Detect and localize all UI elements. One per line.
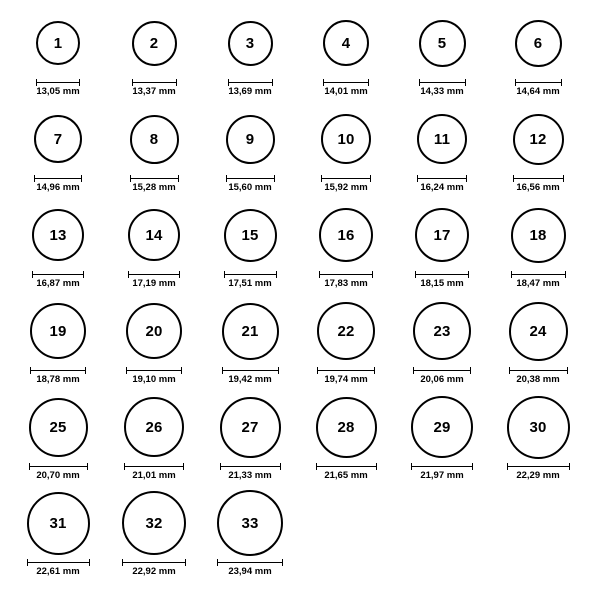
ring-diameter-label: 18,78 mm (36, 374, 80, 385)
measure-caliper-icon (220, 463, 281, 470)
ring-size-number: 15 (241, 226, 259, 244)
ring-diameter-label: 16,24 mm (420, 182, 464, 193)
ring-circle (128, 209, 180, 261)
ring-size-number: 11 (433, 130, 451, 148)
ring-circle (122, 491, 186, 555)
ring-size-number: 13 (49, 226, 67, 244)
ring-circle (29, 398, 88, 457)
measure-line (511, 274, 566, 275)
ring-circle-wrapper (220, 392, 281, 462)
ring-diameter-label: 20,70 mm (36, 470, 80, 481)
ring-diameter-measure (323, 79, 369, 97)
ring-circle (316, 397, 377, 458)
ring-circle (222, 303, 279, 360)
ring-size-cell (106, 392, 202, 481)
ring-circle-wrapper (224, 200, 277, 270)
ring-diameter-measure (507, 463, 570, 481)
measure-caliper-icon (124, 463, 184, 470)
ring-size-number: 6 (533, 34, 543, 52)
ring-circle-wrapper (319, 200, 373, 270)
ring-size-cell (106, 8, 202, 97)
ring-circle-wrapper (228, 8, 273, 78)
ring-diameter-label: 17,51 mm (228, 278, 272, 289)
measure-caliper-icon (316, 463, 377, 470)
measure-caliper-icon (34, 175, 82, 182)
ring-size-cell (394, 200, 490, 289)
ring-diameter-measure (220, 463, 281, 481)
ring-diameter-measure (34, 175, 82, 193)
ring-size-number: 28 (337, 418, 355, 436)
measure-line (32, 274, 84, 275)
ring-size-number: 9 (245, 130, 255, 148)
ring-size-row (10, 200, 590, 296)
ring-circle (126, 303, 182, 359)
measure-line (128, 274, 180, 275)
ring-size-number: 16 (337, 226, 355, 244)
ring-circle (509, 302, 568, 361)
measure-line (130, 178, 179, 179)
ring-size-number: 1 (53, 34, 63, 52)
measure-line (321, 178, 371, 179)
ring-diameter-label: 16,87 mm (36, 278, 80, 289)
ring-size-cell (10, 104, 106, 193)
ring-size-cell (490, 296, 586, 385)
ring-diameter-label: 18,47 mm (516, 278, 560, 289)
ring-size-number: 2 (149, 34, 159, 52)
measure-line (30, 370, 86, 371)
ring-circle (32, 209, 84, 261)
measure-caliper-icon (419, 79, 466, 86)
ring-circle-wrapper (411, 392, 473, 462)
measure-caliper-icon (36, 79, 80, 86)
measure-caliper-icon (226, 175, 275, 182)
ring-circle-wrapper (27, 488, 90, 558)
ring-diameter-measure (413, 367, 471, 385)
ring-circle (228, 21, 273, 66)
ring-diameter-label: 19,10 mm (132, 374, 176, 385)
ring-size-row (10, 104, 590, 200)
ring-circle (321, 114, 371, 164)
measure-line (319, 274, 373, 275)
ring-circle-wrapper (415, 200, 469, 270)
ring-diameter-measure (222, 367, 279, 385)
ring-diameter-measure (511, 271, 566, 289)
ring-size-cell (298, 8, 394, 97)
ring-diameter-label: 22,29 mm (516, 470, 560, 481)
ring-diameter-label: 15,60 mm (228, 182, 272, 193)
ring-circle-wrapper (226, 104, 275, 174)
ring-circle (34, 115, 82, 163)
ring-size-number: 12 (529, 130, 547, 148)
ring-circle (27, 492, 90, 555)
measure-line (124, 466, 184, 467)
ring-diameter-measure (321, 175, 371, 193)
measure-line (27, 562, 90, 563)
measure-line (36, 82, 80, 83)
ring-size-number: 32 (145, 514, 163, 532)
ring-circle-wrapper (413, 296, 471, 366)
ring-circle-wrapper (321, 104, 371, 174)
ring-size-cell (10, 392, 106, 481)
ring-circle-wrapper (124, 392, 184, 462)
ring-diameter-measure (30, 367, 86, 385)
measure-caliper-icon (224, 271, 277, 278)
ring-circle-wrapper (222, 296, 279, 366)
ring-size-number: 29 (433, 418, 451, 436)
ring-size-cell (490, 392, 586, 481)
ring-size-number: 10 (337, 130, 355, 148)
measure-line (323, 82, 369, 83)
measure-caliper-icon (415, 271, 469, 278)
ring-size-cell (106, 200, 202, 289)
ring-size-cell (394, 392, 490, 481)
ring-size-number: 31 (49, 514, 67, 532)
ring-size-number: 5 (437, 34, 447, 52)
ring-size-number: 7 (53, 130, 63, 148)
ring-diameter-label: 18,15 mm (420, 278, 464, 289)
ring-circle (130, 115, 179, 164)
measure-line (34, 178, 82, 179)
ring-diameter-measure (509, 367, 568, 385)
measure-caliper-icon (222, 367, 279, 374)
ring-diameter-label: 13,69 mm (228, 86, 272, 97)
measure-caliper-icon (130, 175, 179, 182)
ring-size-number: 17 (433, 226, 451, 244)
ring-size-number: 30 (529, 418, 547, 436)
measure-caliper-icon (321, 175, 371, 182)
ring-circle (513, 114, 564, 165)
ring-diameter-measure (126, 367, 182, 385)
ring-diameter-label: 17,83 mm (324, 278, 368, 289)
ring-size-cell (106, 104, 202, 193)
ring-size-number: 24 (529, 322, 547, 340)
measure-caliper-icon (132, 79, 177, 86)
measure-line (226, 178, 275, 179)
ring-diameter-label: 19,74 mm (324, 374, 368, 385)
ring-diameter-label: 15,28 mm (132, 182, 176, 193)
ring-diameter-label: 14,01 mm (324, 86, 368, 97)
ring-size-number: 4 (341, 34, 351, 52)
ring-diameter-measure (122, 559, 186, 577)
ring-circle (30, 303, 86, 359)
measure-caliper-icon (217, 559, 283, 566)
ring-circle-wrapper (130, 104, 179, 174)
ring-size-cell (202, 8, 298, 97)
ring-circle (226, 115, 275, 164)
measure-line (413, 370, 471, 371)
ring-circle (224, 209, 277, 262)
measure-caliper-icon (317, 367, 375, 374)
ring-size-number: 3 (245, 34, 255, 52)
measure-caliper-icon (411, 463, 473, 470)
ring-circle (511, 208, 566, 263)
ring-diameter-measure (316, 463, 377, 481)
ring-size-cell (202, 296, 298, 385)
ring-diameter-measure (36, 79, 80, 97)
ring-diameter-measure (411, 463, 473, 481)
ring-diameter-measure (513, 175, 564, 193)
ring-size-cell (490, 104, 586, 193)
ring-circle-wrapper (509, 296, 568, 366)
ring-diameter-measure (515, 79, 562, 97)
ring-circle (417, 114, 467, 164)
ring-diameter-measure (319, 271, 373, 289)
ring-size-number: 8 (149, 130, 159, 148)
ring-circle (415, 208, 469, 262)
ring-circle (132, 21, 177, 66)
ring-circle-wrapper (323, 8, 369, 78)
ring-size-row (10, 296, 590, 392)
ring-circle (419, 20, 466, 67)
ring-diameter-measure (224, 271, 277, 289)
ring-circle (515, 20, 562, 67)
ring-diameter-measure (124, 463, 184, 481)
ring-diameter-measure (417, 175, 467, 193)
measure-line (220, 466, 281, 467)
ring-circle (220, 397, 281, 458)
ring-size-number: 26 (145, 418, 163, 436)
ring-size-cell (298, 104, 394, 193)
measure-caliper-icon (29, 463, 88, 470)
ring-circle (323, 20, 369, 66)
measure-caliper-icon (323, 79, 369, 86)
ring-size-row (10, 8, 590, 104)
measure-line (29, 466, 88, 467)
ring-diameter-label: 22,92 mm (132, 566, 176, 577)
measure-line (126, 370, 182, 371)
measure-caliper-icon (27, 559, 90, 566)
ring-diameter-label: 14,96 mm (36, 182, 80, 193)
measure-caliper-icon (319, 271, 373, 278)
ring-circle (413, 302, 471, 360)
ring-diameter-label: 13,37 mm (132, 86, 176, 97)
measure-caliper-icon (511, 271, 566, 278)
ring-diameter-measure (32, 271, 84, 289)
ring-circle-wrapper (126, 296, 182, 366)
measure-line (419, 82, 466, 83)
ring-circle (411, 396, 473, 458)
ring-size-row (10, 488, 590, 584)
ring-diameter-measure (415, 271, 469, 289)
ring-diameter-measure (130, 175, 179, 193)
ring-circle (507, 396, 570, 459)
ring-diameter-measure (27, 559, 90, 577)
measure-line (417, 178, 467, 179)
ring-diameter-label: 21,65 mm (324, 470, 368, 481)
ring-size-cell (202, 200, 298, 289)
ring-size-cell (394, 8, 490, 97)
ring-circle-wrapper (122, 488, 186, 558)
measure-caliper-icon (507, 463, 570, 470)
ring-diameter-measure (419, 79, 466, 97)
ring-circle (36, 21, 80, 65)
ring-diameter-label: 20,06 mm (420, 374, 464, 385)
ring-circle-wrapper (511, 200, 566, 270)
ring-size-number: 20 (145, 322, 163, 340)
ring-diameter-label: 21,97 mm (420, 470, 464, 481)
measure-line (509, 370, 568, 371)
ring-size-cell (106, 296, 202, 385)
ring-size-cell (202, 104, 298, 193)
ring-size-cell (490, 200, 586, 289)
measure-line (513, 178, 564, 179)
ring-size-cell (10, 488, 106, 577)
measure-line (217, 562, 283, 563)
ring-diameter-label: 19,42 mm (228, 374, 272, 385)
ring-size-number: 18 (529, 226, 547, 244)
ring-diameter-label: 23,94 mm (228, 566, 272, 577)
ring-size-cell (394, 296, 490, 385)
ring-circle-wrapper (36, 8, 80, 78)
ring-size-cell (202, 488, 298, 577)
ring-size-cell (490, 8, 586, 97)
ring-circle-wrapper (317, 296, 375, 366)
measure-line (411, 466, 473, 467)
ring-size-number: 25 (49, 418, 67, 436)
ring-diameter-label: 21,33 mm (228, 470, 272, 481)
ring-size-number: 23 (433, 322, 451, 340)
ring-diameter-measure (128, 271, 180, 289)
ring-size-number: 22 (337, 322, 355, 340)
ring-circle-wrapper (419, 8, 466, 78)
measure-line (515, 82, 562, 83)
measure-line (415, 274, 469, 275)
ring-circle (317, 302, 375, 360)
ring-size-number: 14 (145, 226, 163, 244)
ring-diameter-label: 22,61 mm (36, 566, 80, 577)
ring-circle-wrapper (513, 104, 564, 174)
measure-line (122, 562, 186, 563)
measure-caliper-icon (122, 559, 186, 566)
ring-circle (319, 208, 373, 262)
ring-circle-wrapper (316, 392, 377, 462)
ring-diameter-label: 16,56 mm (516, 182, 560, 193)
ring-diameter-measure (29, 463, 88, 481)
ring-size-number: 27 (241, 418, 259, 436)
ring-diameter-measure (228, 79, 273, 97)
measure-line (317, 370, 375, 371)
ring-circle-wrapper (417, 104, 467, 174)
measure-caliper-icon (128, 271, 180, 278)
ring-circle-wrapper (128, 200, 180, 270)
measure-caliper-icon (32, 271, 84, 278)
ring-size-cell (10, 8, 106, 97)
ring-circle-wrapper (29, 392, 88, 462)
measure-line (132, 82, 177, 83)
ring-circle (124, 397, 184, 457)
measure-line (224, 274, 277, 275)
ring-diameter-measure (226, 175, 275, 193)
measure-caliper-icon (228, 79, 273, 86)
measure-caliper-icon (30, 367, 86, 374)
measure-caliper-icon (513, 175, 564, 182)
ring-size-cell (10, 200, 106, 289)
ring-circle-wrapper (132, 8, 177, 78)
ring-circle-wrapper (217, 488, 283, 558)
measure-caliper-icon (126, 367, 182, 374)
measure-line (222, 370, 279, 371)
measure-caliper-icon (515, 79, 562, 86)
ring-circle-wrapper (507, 392, 570, 462)
ring-size-cell (298, 200, 394, 289)
ring-size-number: 21 (241, 322, 259, 340)
measure-line (228, 82, 273, 83)
measure-caliper-icon (509, 367, 568, 374)
ring-size-cell (394, 104, 490, 193)
ring-size-number: 19 (49, 322, 67, 340)
measure-caliper-icon (417, 175, 467, 182)
ring-size-row (10, 392, 590, 488)
ring-diameter-measure (217, 559, 283, 577)
ring-diameter-measure (317, 367, 375, 385)
ring-diameter-label: 20,38 mm (516, 374, 560, 385)
ring-diameter-label: 17,19 mm (132, 278, 176, 289)
ring-circle-wrapper (32, 200, 84, 270)
ring-size-cell (202, 392, 298, 481)
measure-caliper-icon (413, 367, 471, 374)
ring-size-cell (10, 296, 106, 385)
ring-diameter-label: 15,92 mm (324, 182, 368, 193)
measure-line (316, 466, 377, 467)
ring-circle (217, 490, 283, 556)
ring-size-cell (106, 488, 202, 577)
ring-diameter-label: 14,33 mm (420, 86, 464, 97)
ring-circle-wrapper (30, 296, 86, 366)
ring-size-cell (298, 296, 394, 385)
ring-size-cell (298, 392, 394, 481)
measure-line (507, 466, 570, 467)
ring-diameter-label: 21,01 mm (132, 470, 176, 481)
ring-diameter-label: 14,64 mm (516, 86, 560, 97)
ring-diameter-label: 13,05 mm (36, 86, 80, 97)
ring-size-number: 33 (241, 514, 259, 532)
ring-diameter-measure (132, 79, 177, 97)
ring-circle-wrapper (515, 8, 562, 78)
ring-circle-wrapper (34, 104, 82, 174)
